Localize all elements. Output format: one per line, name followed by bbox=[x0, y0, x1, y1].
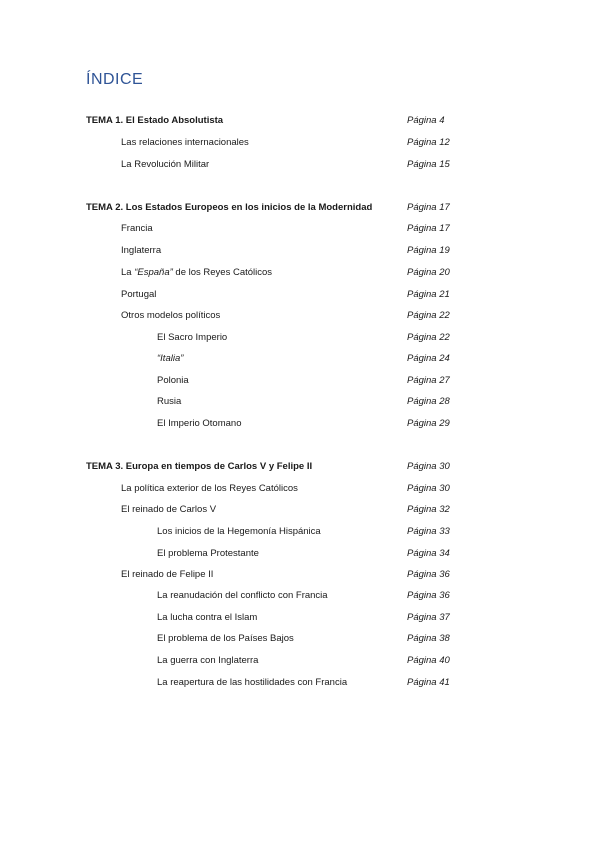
toc-entry-label: Las relaciones internacionales bbox=[121, 137, 249, 148]
toc-entry-label: Otros modelos políticos bbox=[121, 310, 221, 321]
toc-page-number: Página 29 bbox=[407, 418, 450, 429]
toc-page-number: Página 24 bbox=[407, 353, 450, 364]
toc-page-number: Página 41 bbox=[407, 677, 450, 688]
toc-page-number: Página 28 bbox=[407, 396, 450, 407]
toc-page-number: Página 17 bbox=[407, 202, 450, 213]
toc-page-number: Página 36 bbox=[407, 590, 450, 601]
label-emphasis: “España” bbox=[134, 267, 173, 278]
toc-entry-label: La reapertura de las hostilidades con Francia bbox=[157, 677, 348, 688]
index-title: ÍNDICE bbox=[86, 71, 144, 88]
toc-page-number: Página 34 bbox=[407, 548, 450, 559]
toc-page-number: Página 27 bbox=[407, 375, 450, 386]
toc-page-number: Página 12 bbox=[407, 137, 450, 148]
label-suffix: de los Reyes Católicos bbox=[172, 267, 273, 278]
toc-page-number: Página 30 bbox=[407, 461, 450, 472]
toc-page-number: Página 4 bbox=[407, 115, 445, 126]
toc-entry-label: Rusia bbox=[157, 396, 182, 407]
toc-page-number: Página 32 bbox=[407, 504, 450, 515]
toc-entry-label: TEMA 3. Europa en tiempos de Carlos V y Felipe II bbox=[86, 461, 313, 472]
toc-page-number: Página 40 bbox=[407, 655, 450, 666]
toc-entry-label: La guerra con Inglaterra bbox=[157, 655, 259, 666]
toc-entry-label: El problema Protestante bbox=[157, 548, 259, 559]
toc-entry-label bbox=[121, 266, 272, 280]
toc-entry-label: Polonia bbox=[157, 375, 189, 386]
toc-entry-label: La política exterior de los Reyes Católicos bbox=[121, 483, 298, 494]
toc-entry-label: La lucha contra el Islam bbox=[157, 612, 258, 623]
toc-entry-label: “Italia” bbox=[157, 353, 184, 364]
toc-entry-label: El problema de los Países Bajos bbox=[157, 633, 294, 644]
toc-entry-label: El reinado de Carlos V bbox=[121, 504, 217, 515]
toc-page-number: Página 19 bbox=[407, 245, 450, 256]
toc-entry-label: TEMA 2. Los Estados Europeos en los inicios de la Modernidad bbox=[86, 202, 373, 213]
toc-entry-label: Inglaterra bbox=[121, 245, 162, 256]
toc-page-number: Página 15 bbox=[407, 159, 450, 170]
toc-page-number: Página 20 bbox=[407, 267, 450, 278]
toc-page-number: Página 22 bbox=[407, 332, 450, 343]
toc-page-number: Página 37 bbox=[407, 612, 450, 623]
toc-entry-label: TEMA 1. El Estado Absolutista bbox=[86, 115, 224, 126]
toc-entry-label: Francia bbox=[121, 223, 153, 234]
toc-page-number: Página 36 bbox=[407, 569, 450, 580]
toc-page-number: Página 38 bbox=[407, 633, 450, 644]
toc-entry-label: El reinado de Felipe II bbox=[121, 569, 214, 580]
toc-page-number: Página 21 bbox=[407, 289, 450, 300]
toc-page-number: Página 33 bbox=[407, 526, 450, 537]
toc-entry-label: Los inicios de la Hegemonía Hispánica bbox=[157, 526, 321, 537]
toc-entry-label: El Sacro Imperio bbox=[157, 332, 228, 343]
toc-entry-label: La reanudación del conflicto con Francia bbox=[157, 590, 328, 601]
toc-entry-label: Portugal bbox=[121, 289, 157, 300]
toc-entry-label: La Revolución Militar bbox=[121, 159, 210, 170]
toc-page-number: Página 22 bbox=[407, 310, 450, 321]
label-prefix: La bbox=[121, 267, 135, 278]
toc-entry-label: El Imperio Otomano bbox=[157, 418, 242, 429]
toc-page-number: Página 17 bbox=[407, 223, 450, 234]
toc-page-number: Página 30 bbox=[407, 483, 450, 494]
